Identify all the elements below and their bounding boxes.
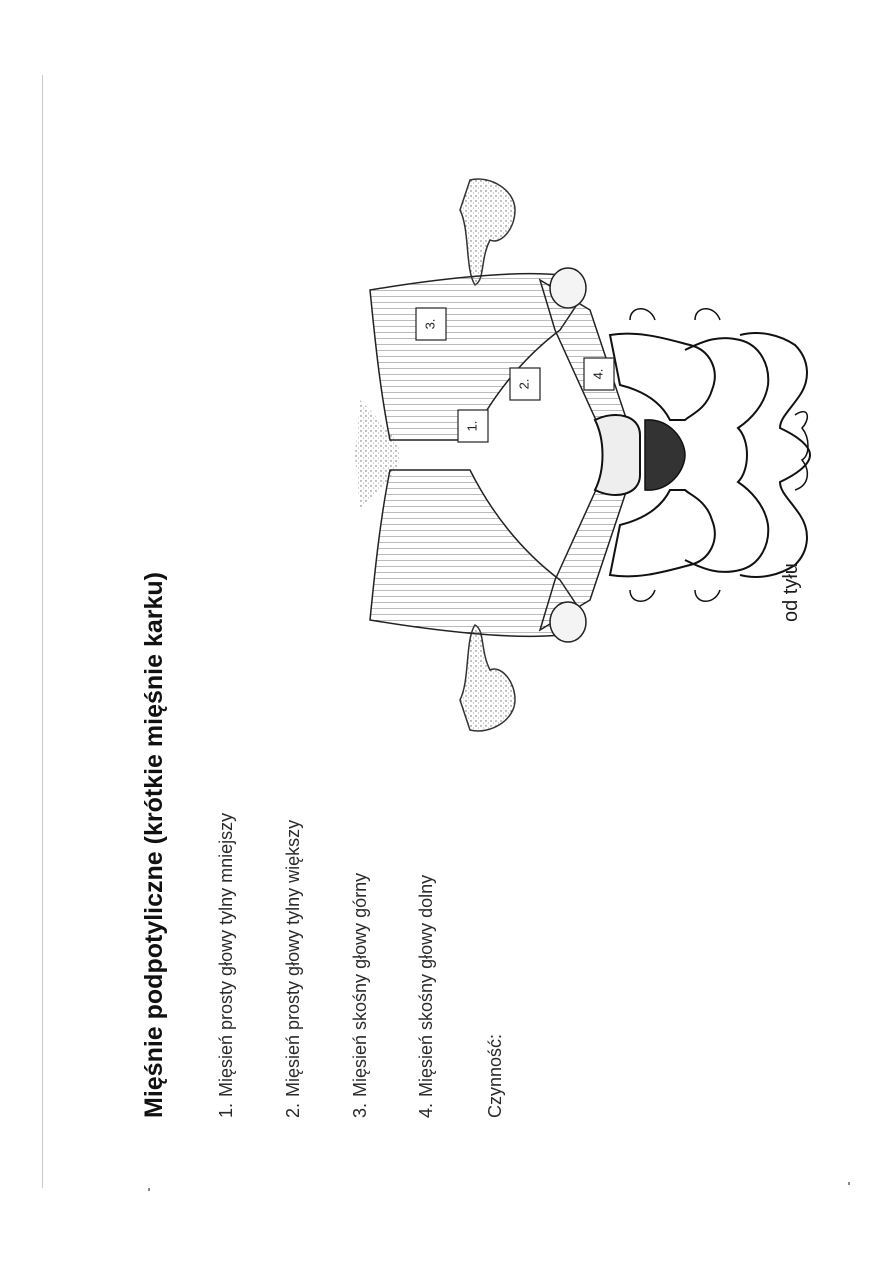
marker-1 xyxy=(458,410,488,442)
marker-2-text: 2. xyxy=(516,378,532,390)
mastoid-top xyxy=(460,179,515,285)
process-top-2 xyxy=(695,309,720,320)
marker-4-text: 4. xyxy=(590,368,606,380)
list-item xyxy=(350,873,371,1118)
vertebra-4 xyxy=(740,333,810,577)
item-number: 2. xyxy=(283,1102,303,1118)
spinous-tip xyxy=(795,412,808,490)
transverse-process-top xyxy=(550,268,586,308)
mastoid-bottom xyxy=(460,625,515,731)
marker-3 xyxy=(416,308,446,340)
figure-caption: od tyłu xyxy=(780,563,802,622)
vertebra-1 xyxy=(610,334,715,420)
marker-1-text: 1. xyxy=(464,420,480,432)
vertebra-3 xyxy=(685,338,768,572)
page-edge-line xyxy=(42,75,43,1188)
anatomy-drawing xyxy=(340,170,820,740)
item-label: Mięsień skośny głowy górny xyxy=(350,872,370,1097)
list-item xyxy=(416,875,437,1118)
process-bottom-2 xyxy=(695,590,720,601)
item-label: Mięsień prosty głowy tylny mniejszy xyxy=(216,812,236,1097)
scan-speck xyxy=(848,1182,850,1185)
scan-speck xyxy=(148,1188,150,1191)
item-number: 1. xyxy=(216,1102,236,1118)
item-label: Mięsień skośny głowy dolny xyxy=(416,874,436,1097)
atlas-center xyxy=(595,415,640,495)
anatomy-illustration xyxy=(340,170,820,740)
marker-2 xyxy=(510,368,540,400)
list-item xyxy=(216,813,237,1118)
process-top xyxy=(630,309,655,320)
action-label: Czynność: xyxy=(485,1033,505,1118)
item-number: 3. xyxy=(350,1102,370,1118)
page-title: Mięśnie podpotyliczne (krótkie mięśnie karku) xyxy=(140,572,168,1118)
marker-3-text: 3. xyxy=(422,318,438,330)
transverse-process-bottom xyxy=(550,602,586,642)
item-label: Mięsień prosty głowy tylny większy xyxy=(283,819,303,1097)
process-bottom xyxy=(630,590,655,601)
list-item xyxy=(283,820,304,1118)
marker-4 xyxy=(584,358,614,390)
spinal-canal xyxy=(645,420,685,490)
vertebra-2 xyxy=(610,490,715,576)
item-number: 4. xyxy=(416,1102,436,1118)
